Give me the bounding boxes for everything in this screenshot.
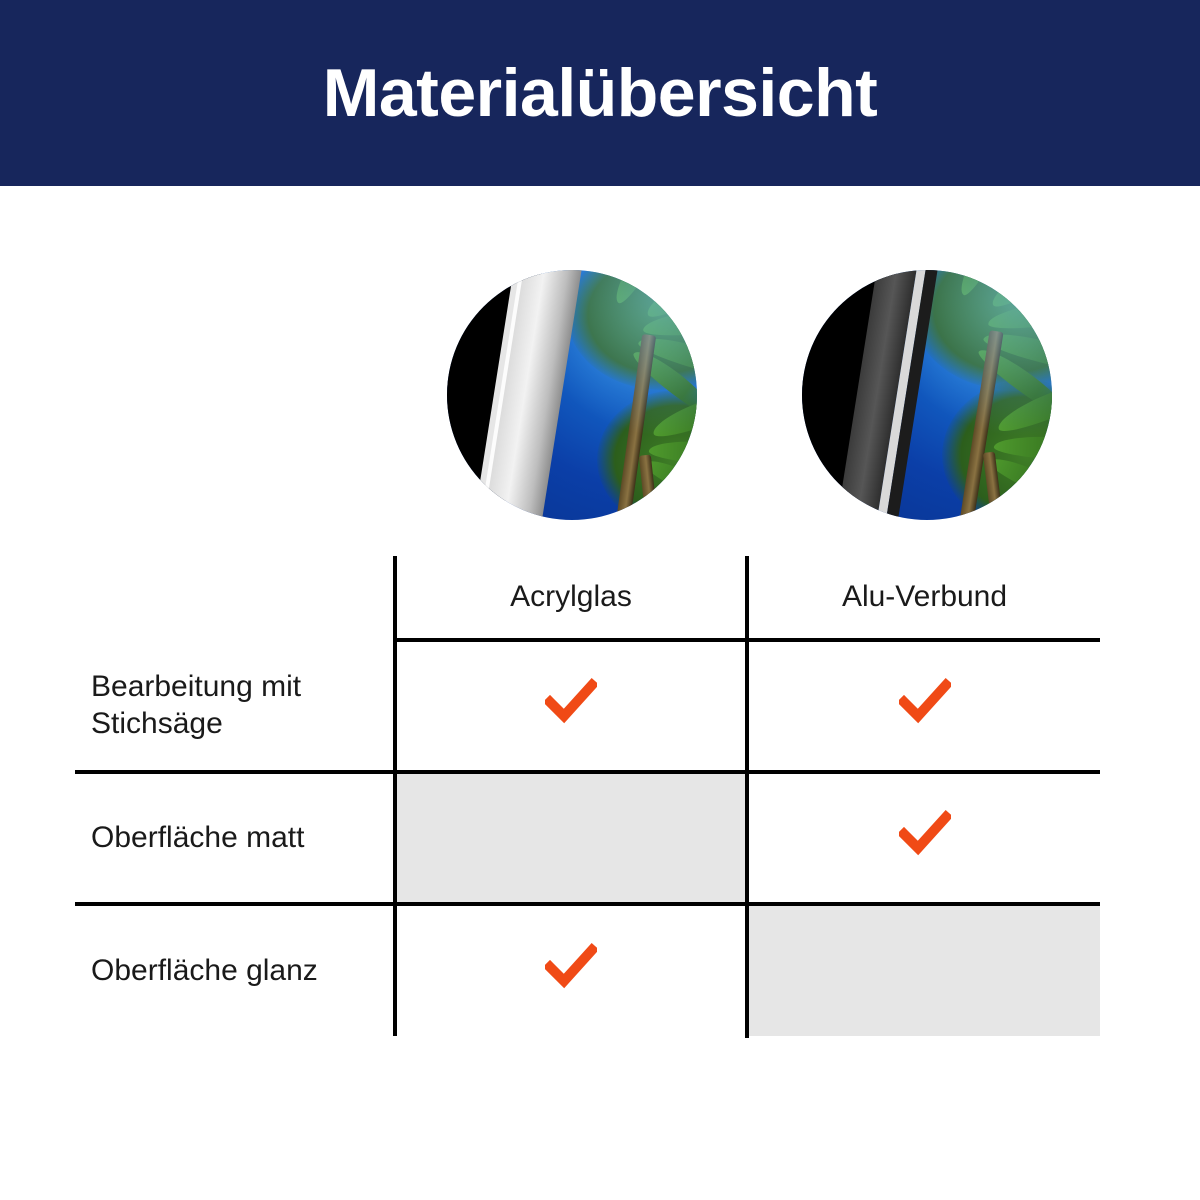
acrylglas-sample-image (447, 270, 697, 520)
table-row (75, 772, 1100, 904)
row-label-oberflaeche-matt: Oberfläche matt (75, 772, 395, 904)
cell-bearbeitung-acrylglas (395, 640, 747, 772)
column-header-acrylglas: Acrylglas (395, 556, 747, 640)
table-corner-cell (75, 556, 395, 640)
table-row (75, 640, 1100, 772)
check-icon (545, 676, 597, 728)
alu-verbund-sample-image (802, 270, 1052, 520)
cell-glanz-acrylglas (395, 904, 747, 1036)
column-header-alu-verbund: Alu-Verbund (747, 556, 1100, 640)
table-row (75, 904, 1100, 1036)
material-preview-row (0, 270, 1200, 520)
cell-glanz-alu-verbund (747, 904, 1100, 1036)
check-icon (899, 676, 951, 728)
table-header-row (75, 556, 1100, 640)
cell-matt-acrylglas (395, 772, 747, 904)
cell-bearbeitung-alu-verbund (747, 640, 1100, 772)
row-label-bearbeitung-mit-stichsaege: Bearbeitung mit Stichsäge (75, 640, 395, 772)
cell-matt-alu-verbund (747, 772, 1100, 904)
check-icon (545, 941, 597, 993)
material-comparison-table (75, 556, 1100, 1038)
page-header (0, 0, 1200, 186)
page-title: Materialübersicht (322, 55, 878, 131)
row-label-oberflaeche-glanz: Oberfläche glanz (91, 954, 318, 988)
check-icon (899, 808, 951, 860)
